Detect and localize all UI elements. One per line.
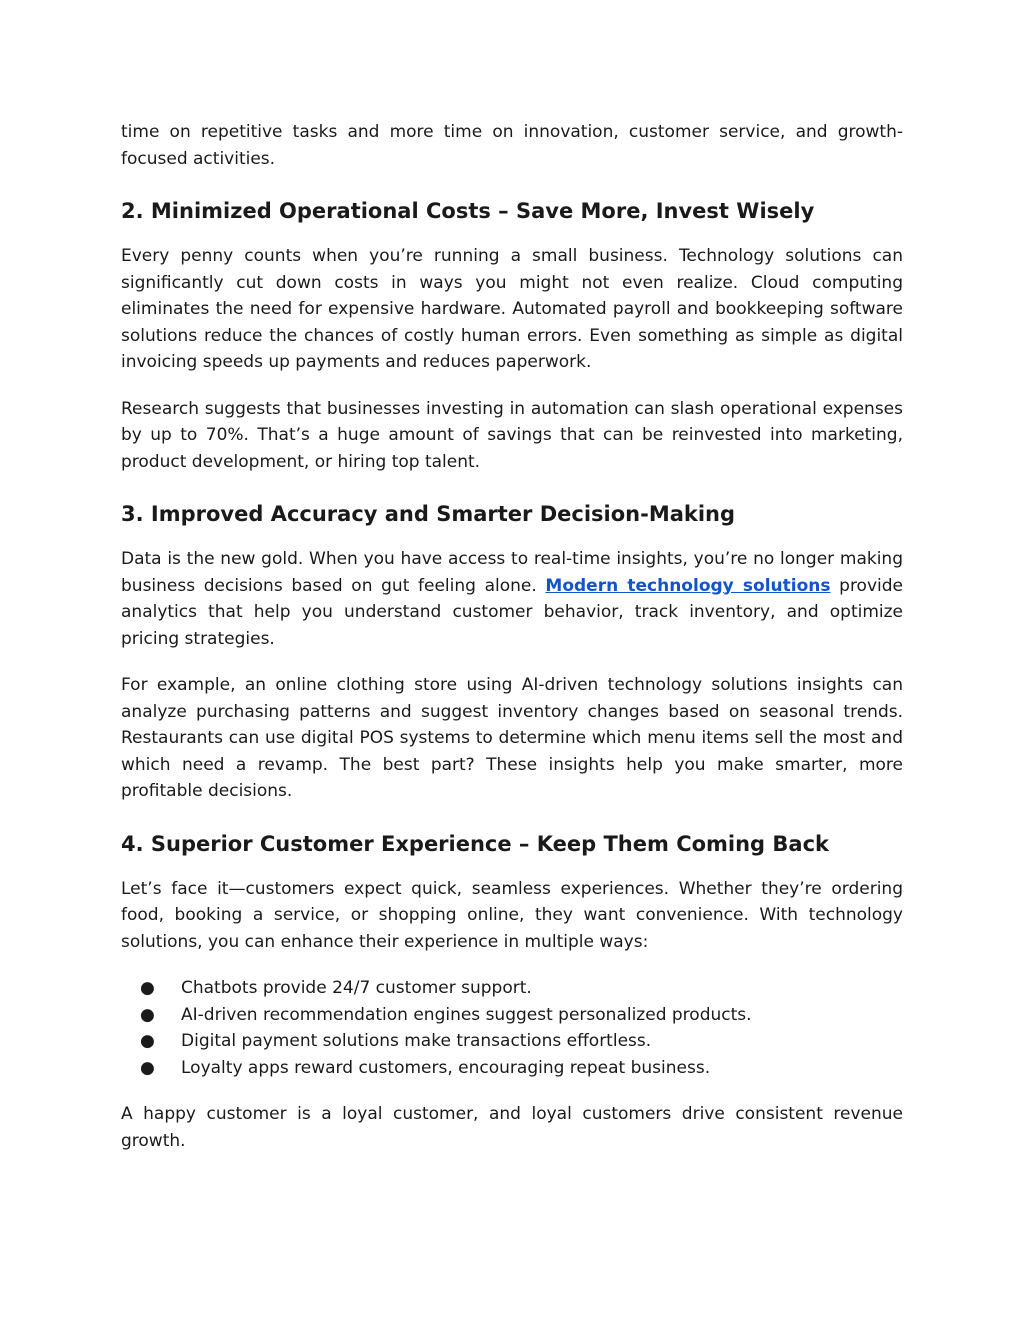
list-item [121, 1055, 903, 1082]
list-item-text: Digital payment solutions make transactions effortless. [181, 1031, 652, 1051]
intro-paragraph: time on repetitive tasks and more time on innovation, customer service, and growth-focused activities. [121, 122, 903, 169]
list-item [121, 1002, 903, 1029]
modern-technology-solutions-link[interactable]: Modern technology solutions [545, 575, 831, 596]
list-item [121, 1028, 903, 1055]
body-paragraph: For example, an online clothing store using AI-driven technology solutions insights can analyze purchasing patterns and suggest inventory changes based on seasonal trends. Restaurants can use digital POS systems to determine which menu items sell the most and which need a revamp. The best part? These insights help you make smarter, more profitable decisions. [121, 675, 903, 801]
body-paragraph: Research suggests that businesses investing in automation can slash operational expenses by up to 70%. That’s a huge amount of savings that can be reinvested into marketing, product development, or hiring top talent. [121, 398, 903, 472]
document-page [121, 119, 903, 1154]
list-item-text: AI-driven recommendation engines suggest personalized products. [181, 1004, 752, 1025]
list-item [121, 975, 903, 1002]
bullet-icon: ● [140, 1004, 155, 1025]
bullet-icon: ● [140, 1057, 155, 1078]
paragraph-text: provide analytics that help you understand customer behavior, track inventory, and optimize pricing strategies. [121, 575, 903, 649]
body-paragraph: Every penny counts when you’re running a small business. Technology solutions can significantly cut down costs in ways you might not even realize. Cloud computing eliminates the need for expensive hardware. Automated payroll and bookkeeping software solutions reduce the chances of costly human errors. Even something as simple as digital invoicing speeds up payments and reduces paperwork. [121, 246, 903, 372]
section-minimized-costs [121, 196, 903, 475]
bullet-icon: ● [140, 1031, 155, 1051]
section-heading: 3. Improved Accuracy and Smarter Decision-Making [121, 502, 736, 526]
body-paragraph: Let’s face it—customers expect quick, seamless experiences. Whether they’re ordering food, booking a service, or shopping online, they want convenience. With technology solutions, you can enhance their experience in multiple ways: [121, 878, 903, 952]
body-paragraph: A happy customer is a loyal customer, and loyal customers drive consistent revenue growth. [121, 1104, 903, 1151]
body-paragraph [121, 546, 903, 652]
section-customer-experience [121, 829, 903, 1155]
paragraph-text: Data is the new gold. When you have access to real-time insights, you’re no longer making business decisions based on gut feeling alone. [121, 549, 903, 596]
list-item-text: Chatbots provide 24/7 customer support. [181, 978, 532, 998]
section-heading: 2. Minimized Operational Costs – Save More, Invest Wisely [121, 199, 815, 223]
bullet-list [121, 975, 903, 1081]
section-heading: 4. Superior Customer Experience – Keep Them Coming Back [121, 831, 829, 856]
list-item-text: Loyalty apps reward customers, encouraging repeat business. [181, 1057, 711, 1078]
bullet-icon: ● [140, 978, 155, 998]
section-improved-accuracy [121, 499, 903, 805]
